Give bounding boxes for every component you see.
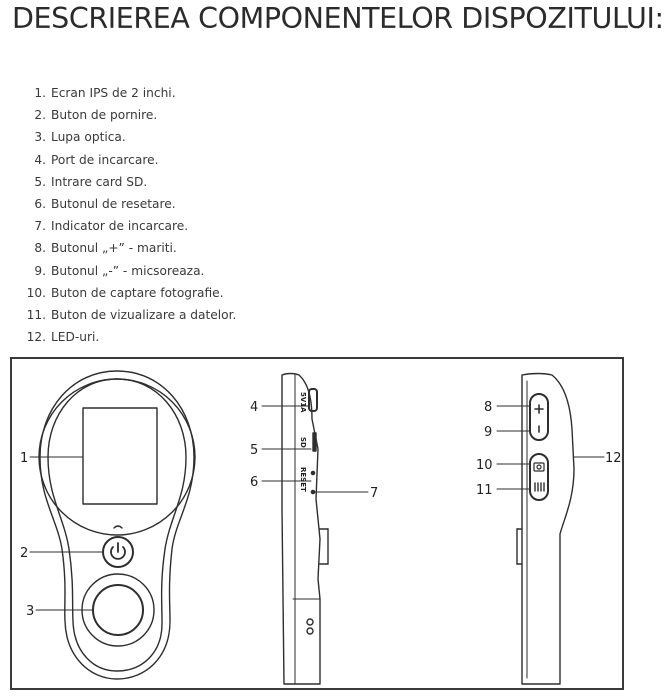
list-item — [22, 326, 236, 348]
list-item-text: Buton de captare fotografie. — [51, 285, 224, 300]
front-view — [39, 371, 195, 679]
callout-6: 6 — [250, 475, 259, 490]
sd-label: SD — [299, 437, 307, 448]
list-item — [22, 82, 236, 104]
callout-9: 9 — [484, 425, 493, 440]
callout-7: 7 — [370, 486, 379, 501]
camera-icon — [534, 463, 544, 471]
optical-lens — [93, 585, 143, 635]
list-item-number: 7. — [34, 219, 46, 234]
device-inner-outline — [48, 379, 186, 671]
port-label: 5V1A — [299, 392, 307, 413]
list-item-text: Butonul „-” - micsoreaza. — [51, 263, 205, 278]
zoom-rocker — [530, 394, 548, 440]
callout-2: 2 — [20, 546, 29, 561]
list-item — [22, 149, 236, 171]
callout-10: 10 — [476, 458, 493, 473]
list-item-number: 3. — [34, 130, 46, 145]
list-item-text: Butonul „+” - mariti. — [51, 241, 177, 256]
ips-screen — [83, 408, 157, 504]
list-item-text: LED-uri. — [51, 330, 100, 345]
callout-3: 3 — [26, 604, 35, 619]
list-item-number: 1. — [34, 86, 46, 100]
reset-label: RESET — [299, 467, 307, 492]
list-item — [22, 282, 236, 304]
list-item-text: Butonul de resetare. — [51, 196, 176, 211]
list-item-text: Ecran IPS de 2 inchi. — [51, 86, 176, 100]
reset-hole — [311, 471, 314, 474]
list-item-number: 5. — [34, 174, 46, 189]
list-item-number: 6. — [34, 196, 46, 211]
list-item-number: 9. — [34, 263, 46, 278]
list-item-text: Buton de vizualizare a datelor. — [51, 307, 237, 322]
lens-notch — [114, 526, 122, 528]
components-list — [22, 82, 236, 348]
list-item — [22, 104, 236, 126]
callout-5: 5 — [250, 443, 259, 458]
list-item-number: 11. — [26, 307, 46, 322]
list-item — [22, 215, 236, 237]
list-item-number: 2. — [34, 108, 46, 123]
list-item — [22, 260, 236, 282]
right-side-view — [517, 374, 574, 685]
list-item — [22, 126, 236, 148]
list-item-text: Lupa optica. — [51, 130, 126, 145]
page-title: DESCRIEREA COMPONENTELOR DISPOZITULUI: — [12, 2, 664, 35]
power-icon — [111, 543, 125, 559]
data-view-icon — [535, 483, 544, 491]
list-item-text: Buton de pornire. — [51, 108, 158, 123]
list-item — [22, 304, 236, 326]
left-side-body — [282, 374, 320, 685]
list-item-number: 8. — [34, 241, 46, 256]
callout-12: 12 — [605, 451, 622, 466]
device-diagram-drawing — [12, 359, 622, 688]
callout-4: 4 — [250, 400, 259, 415]
lanyard-hole — [307, 619, 313, 625]
callout-1: 1 — [20, 451, 29, 466]
list-item-number: 4. — [34, 152, 46, 167]
lanyard-hole — [307, 628, 313, 634]
list-item — [22, 171, 236, 193]
list-item-text: Port de incarcare. — [51, 152, 159, 167]
list-item-number: 12. — [26, 330, 46, 345]
callout-11: 11 — [476, 483, 493, 498]
zoom-in-button — [535, 405, 543, 413]
callout-8: 8 — [484, 400, 493, 415]
device-diagram — [10, 357, 624, 690]
capture-rocker — [530, 454, 548, 500]
sd-card-slot — [313, 433, 316, 451]
list-item — [22, 193, 236, 215]
list-item-number: 10. — [26, 285, 46, 300]
left-side-view — [282, 374, 328, 685]
charging-indicator — [311, 490, 314, 493]
list-item-text: Indicator de incarcare. — [51, 219, 189, 234]
list-item-text: Intrare card SD. — [51, 174, 148, 189]
list-item — [22, 237, 236, 259]
